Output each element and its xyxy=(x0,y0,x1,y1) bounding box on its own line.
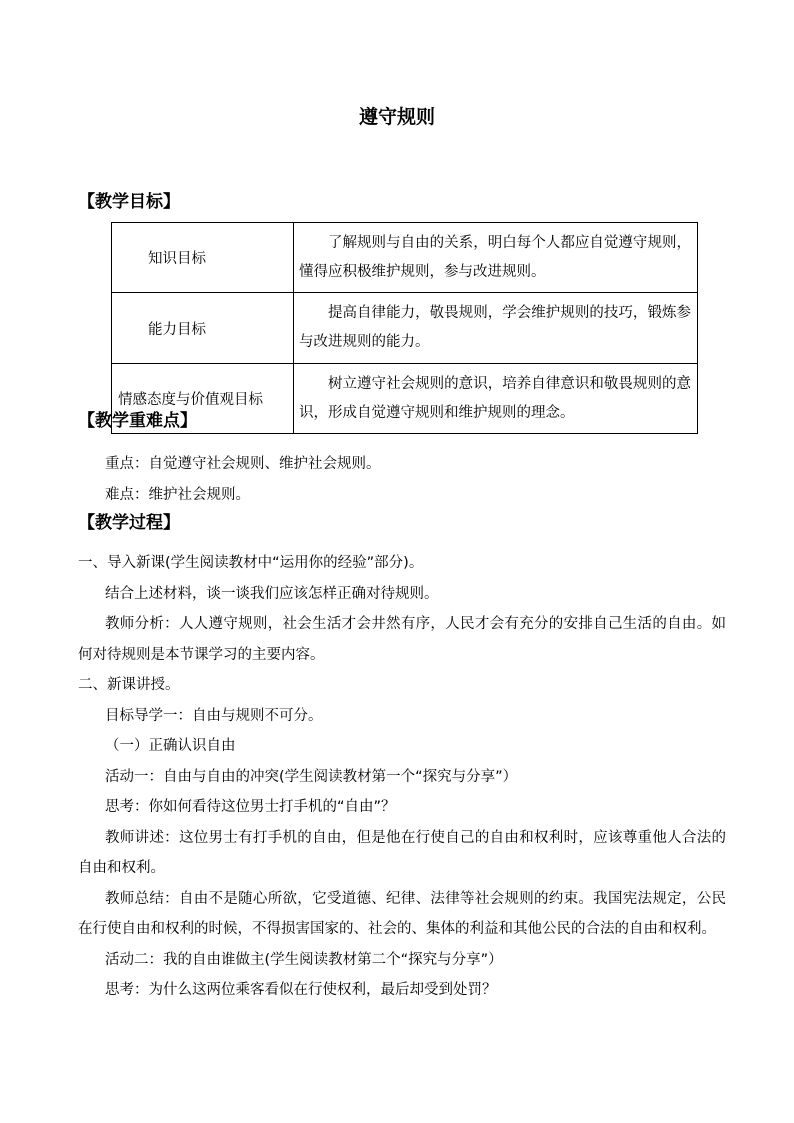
objectives-table xyxy=(111,222,698,434)
section-heading-process: 【教学过程】 xyxy=(78,513,180,533)
key-point-difficulty: 难点：维护社会规则。 xyxy=(105,486,250,503)
process-paragraph: 结合上述材料，谈一谈我们应该怎样正确对待规则。 xyxy=(105,585,439,602)
category-label: 知识目标 xyxy=(148,251,206,267)
key-point-focus: 重点：自觉遵守社会规则、维护社会规则。 xyxy=(105,456,381,472)
document-title: 遵守规则 xyxy=(358,106,435,128)
process-paragraph: 教师讲述：这位男士有打手机的自由，但是他在行使自己的自由和权利时，应该尊重他人合法的自由和权利。 xyxy=(78,829,726,876)
section-heading-objectives: 【教学目标】 xyxy=(78,192,180,212)
table-row xyxy=(112,364,698,434)
table-row xyxy=(112,293,698,364)
process-paragraph: 二、新课讲授。 xyxy=(78,677,180,693)
table-row xyxy=(112,223,698,293)
process-paragraph: 思考：为什么这两位乘客看似在行使权利，最后却受到处罚？ xyxy=(105,982,497,998)
category-label: 能力目标 xyxy=(148,321,206,338)
key-points-block xyxy=(78,449,726,510)
process-paragraph: 思考：你如何看待这位男士打手机的“自由”？ xyxy=(105,799,396,815)
table-cell-description: 提高自律能力，敬畏规则，学会维护规则的技巧，锻炼参与改进规则的能力。 xyxy=(294,293,698,364)
process-paragraph: 教师分析：人人遵守规则，社会生活才会井然有序，人民才会有充分的安排自己生活的自由。如何对待规则是本节课学习的主要内容。 xyxy=(78,616,726,663)
process-paragraph: 活动二：我的自由谁做主(学生阅读教材第二个“探究与分享”） xyxy=(105,951,503,968)
process-paragraph: （一）正确认识自由 xyxy=(105,738,236,754)
process-paragraph: 教师总结：自由不是随心所欲，它受道德、纪律、法律等社会规则的约束。我国宪法规定，公民在行使自由和权利的时候，不得损害国家的、社会的、集体的利益和其他公民的合法的自由和权利。 xyxy=(78,890,726,937)
process-paragraph: 一、导入新课(学生阅读教材中“运用你的经验”部分)。 xyxy=(78,555,424,571)
process-paragraph: 目标导学一：自由与规则不可分。 xyxy=(105,707,323,724)
table-cell-category xyxy=(112,293,294,364)
process-block xyxy=(78,548,726,1006)
table-cell-description: 树立遵守社会规则的意识，培养自律意识和敬畏规则的意识，形成自觉遵守规则和维护规则的理念。 xyxy=(294,364,698,434)
category-label: 情感态度与价值观目标 xyxy=(118,392,263,408)
table-cell-category xyxy=(112,223,294,293)
process-paragraph: 活动一：自由与自由的冲突(学生阅读教材第一个“探究与分享”） xyxy=(105,768,518,785)
section-heading-key-points: 【教学重难点】 xyxy=(78,411,197,431)
table-cell-description: 了解规则与自由的关系，明白每个人都应自觉遵守规则，懂得应积极维护规则，参与改进规则。 xyxy=(294,223,698,293)
